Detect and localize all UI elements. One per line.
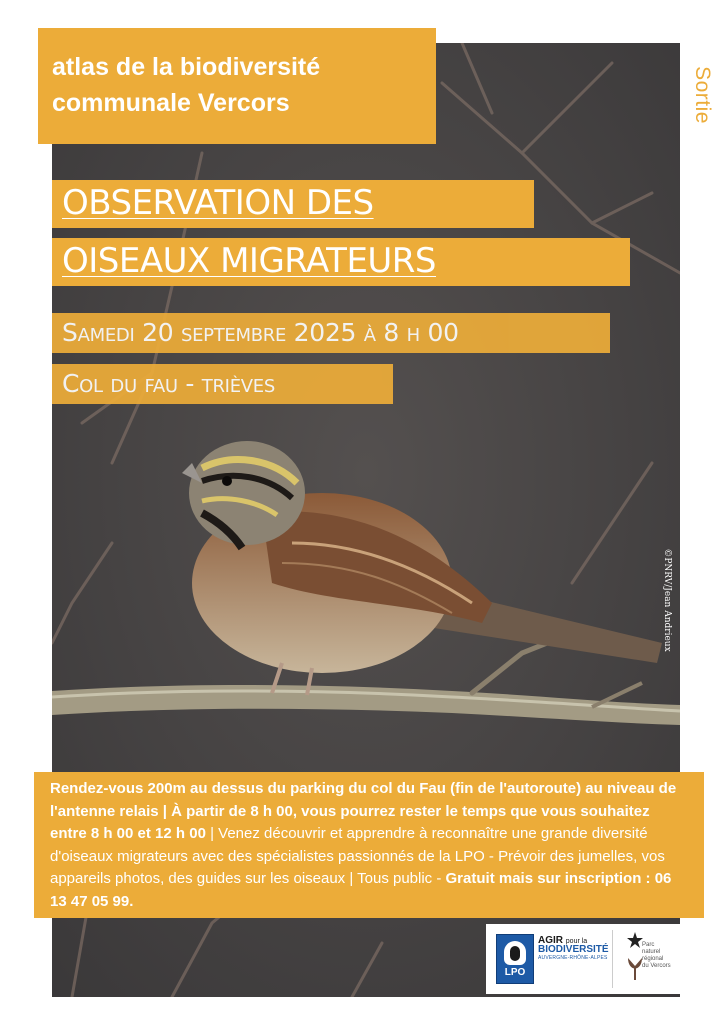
header-banner bbox=[38, 28, 436, 144]
pnr-line-3: régional bbox=[642, 956, 664, 962]
header-line-1: atlas de la biodiversité bbox=[52, 53, 321, 81]
pnr-text bbox=[642, 942, 680, 970]
event-place: Col du fau - trièves bbox=[62, 369, 275, 398]
info-bold-2: Gratuit mais sur inscription : 06 13 47 05 99. bbox=[50, 870, 672, 910]
title-line-1: OBSERVATION DES bbox=[62, 183, 374, 223]
agir-text: AGIR bbox=[538, 935, 563, 946]
agir-logo bbox=[538, 937, 610, 962]
pnr-line-2: naturel bbox=[642, 949, 661, 955]
agir-biodiversite: BIODIVERSITÉ bbox=[538, 944, 609, 955]
header-line-2: communale Vercors bbox=[52, 89, 290, 117]
logo-divider bbox=[612, 930, 613, 988]
agir-pour-text: pour la bbox=[565, 938, 588, 945]
puffin-icon bbox=[504, 941, 526, 965]
title-line-2: OISEAUX MIGRATEURS bbox=[62, 241, 437, 281]
info-text bbox=[50, 778, 690, 913]
pnr-line-1: Parc bbox=[642, 942, 655, 948]
date-band bbox=[52, 313, 610, 353]
title-band-2 bbox=[52, 238, 630, 286]
info-box bbox=[34, 772, 704, 918]
title-band-1 bbox=[52, 180, 534, 228]
photo-credit: ©PNRV/Jean Andrieux bbox=[662, 548, 672, 652]
info-bold-1: Rendez-vous 200m au dessus du parking du col du Fau (fin de l'autoroute) au niveau de l'antenne relais | À partir de 8 h 00, vous pourrez rester le temps que vous souhaitez entre 8 h 00 et 12 h 00 bbox=[50, 780, 677, 842]
info-text-1: | Venez découvrir et apprendre à reconnaître une grande diversité d'oiseaux migrateurs avec des spécialistes passionnés de la LPO - Prévoir des jumelles, vos appareils photos, des guides sur les oiseaux | Tous public - bbox=[50, 825, 665, 887]
agir-region: AUVERGNE-RHÔNE-ALPES bbox=[538, 955, 608, 961]
sortie-label bbox=[680, 40, 724, 150]
lpo-logo bbox=[496, 934, 534, 984]
place-band bbox=[52, 364, 393, 404]
sortie-text: Sortie bbox=[691, 66, 714, 124]
pnr-line-4: du Vercors bbox=[642, 963, 671, 969]
lpo-text: LPO bbox=[504, 967, 526, 978]
event-date: Samedi 20 septembre 2025 à 8 h 00 bbox=[62, 318, 459, 347]
partner-logos bbox=[486, 924, 680, 994]
